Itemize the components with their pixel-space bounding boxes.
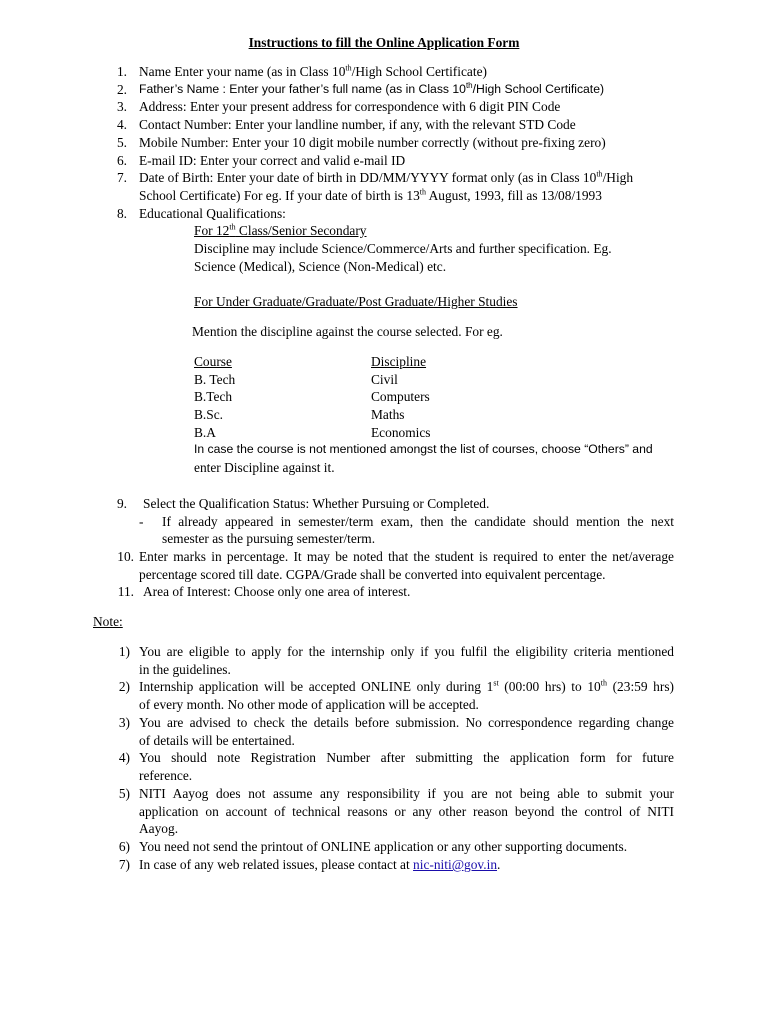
item-9-number: 9.: [116, 496, 127, 511]
section-higher-studies-text: Mention the discipline against the course selected. For eg.: [192, 324, 503, 339]
note-5-line-3: Aayog.: [139, 821, 179, 836]
item-9-sub-line-2: semester as the pursuing semester/term.: [162, 531, 376, 546]
item-3-number: 3.: [116, 99, 127, 114]
item-10-line-1: Enter marks in percentage. It may be noted that the student is required to enter the net/average: [139, 549, 674, 564]
note-6-text: You need not send the printout of ONLINE application or any other supporting documents.: [139, 839, 628, 854]
note-1-number: 1): [118, 644, 130, 659]
course-column-header: Course: [194, 354, 232, 369]
note-5-line-1: NITI Aayog does not assume any responsibility if you are not being able to submit your: [139, 786, 674, 801]
note-7-text: In case of any web related issues, please contact at nic-niti@gov.in.: [139, 857, 501, 872]
note-1-line-1: You are eligible to apply for the internship only if you fulfil the eligibility criteria mentioned: [139, 644, 674, 659]
item-4-number: 4.: [116, 117, 127, 132]
note-2-line-2: of every month. No other mode of application will be accepted.: [139, 697, 479, 712]
note-5-number: 5): [118, 786, 130, 801]
section-12th-line-2: Science (Medical), Science (Non-Medical) etc.: [194, 259, 447, 274]
item-9-text: Select the Qualification Status: Whether Pursuing or Completed.: [143, 496, 490, 511]
item-8-text: Educational Qualifications:: [139, 206, 286, 221]
item-7-line-2: School Certificate) For eg. If your date of birth is 13th August, 1993, fill as 13/08/1993: [139, 187, 602, 203]
item-1-text: Name Enter your name (as in Class 10th/High School Certificate): [139, 63, 487, 79]
note-6-number: 6): [118, 839, 130, 854]
others-note-line-1: In case the course is not mentioned amongst the list of courses, choose “Others” and: [194, 442, 653, 456]
course-cell: B.Sc.: [194, 407, 224, 422]
others-note-line-2: enter Discipline against it.: [194, 460, 335, 475]
section-12th-heading: For 12th Class/Senior Secondary: [194, 222, 367, 238]
course-cell: B.A: [194, 425, 216, 440]
discipline-cell: Maths: [371, 407, 405, 422]
item-8-number: 8.: [116, 206, 127, 221]
course-cell: B. Tech: [194, 372, 236, 387]
note-7-number: 7): [118, 857, 130, 872]
note-3-line-2: of details will be entertained.: [139, 733, 295, 748]
note-heading: Note:: [93, 614, 123, 629]
section-12th-line-1: Discipline may include Science/Commerce/Arts and further specification. Eg.: [194, 241, 612, 256]
item-10-line-2: percentage scored till date. CGPA/Grade shall be converted into equivalent percentage.: [139, 567, 606, 582]
note-1-line-2: in the guidelines.: [139, 662, 231, 677]
item-7-number: 7.: [116, 170, 127, 185]
discipline-cell: Economics: [371, 425, 431, 440]
item-9-dash: -: [139, 514, 144, 529]
item-2-number: 2.: [116, 82, 127, 97]
note-4-line-1: You should note Registration Number after submitting the application form for future: [139, 750, 674, 765]
note-4-number: 4): [118, 750, 130, 765]
item-1-number: 1.: [116, 64, 127, 79]
course-cell: B.Tech: [194, 389, 233, 404]
item-11-number: 11.: [117, 584, 134, 599]
item-6-text: E-mail ID: Enter your correct and valid e-mail ID: [139, 153, 406, 168]
discipline-column-header: Discipline: [371, 354, 427, 369]
note-4-line-2: reference.: [139, 768, 193, 783]
item-10-number: 10.: [117, 549, 134, 564]
note-3-line-1: You are advised to check the details before submission. No correspondence regarding change: [139, 715, 674, 730]
note-3-number: 3): [118, 715, 130, 730]
contact-email-link[interactable]: nic-niti@gov.in: [413, 857, 498, 872]
discipline-cell: Civil: [371, 372, 398, 387]
item-5-number: 5.: [116, 135, 127, 150]
note-2-number: 2): [118, 679, 130, 694]
item-2-text: Father’s Name : Enter your father’s full name (as in Class 10th/High School Certificate): [139, 80, 605, 96]
item-6-number: 6.: [116, 153, 127, 168]
note-2-line-1: Internship application will be accepted ONLINE only during 1st (00:00 hrs) to 10th (23:59 hrs): [139, 678, 675, 694]
section-higher-studies-heading: For Under Graduate/Graduate/Post Graduate/Higher Studies: [194, 294, 518, 309]
document-title: Instructions to fill the Online Application Form: [248, 35, 520, 50]
item-5-text: Mobile Number: Enter your 10 digit mobile number correctly (without pre-fixing zero): [139, 135, 606, 150]
item-3-text: Address: Enter your present address for correspondence with 6 digit PIN Code: [139, 99, 561, 114]
item-7-line-1: Date of Birth: Enter your date of birth in DD/MM/YYYY format only (as in Class 10th/High: [139, 169, 634, 185]
item-11-text: Area of Interest: Choose only one area of interest.: [143, 584, 411, 599]
note-5-line-2: application on account of technical reasons or any other reason beyond the control of NITI: [139, 804, 674, 819]
item-4-text: Contact Number: Enter your landline number, if any, with the relevant STD Code: [139, 117, 576, 132]
discipline-cell: Computers: [371, 389, 430, 404]
item-9-sub-line-1: If already appeared in semester/term exam, then the candidate should mention the next: [162, 514, 674, 529]
